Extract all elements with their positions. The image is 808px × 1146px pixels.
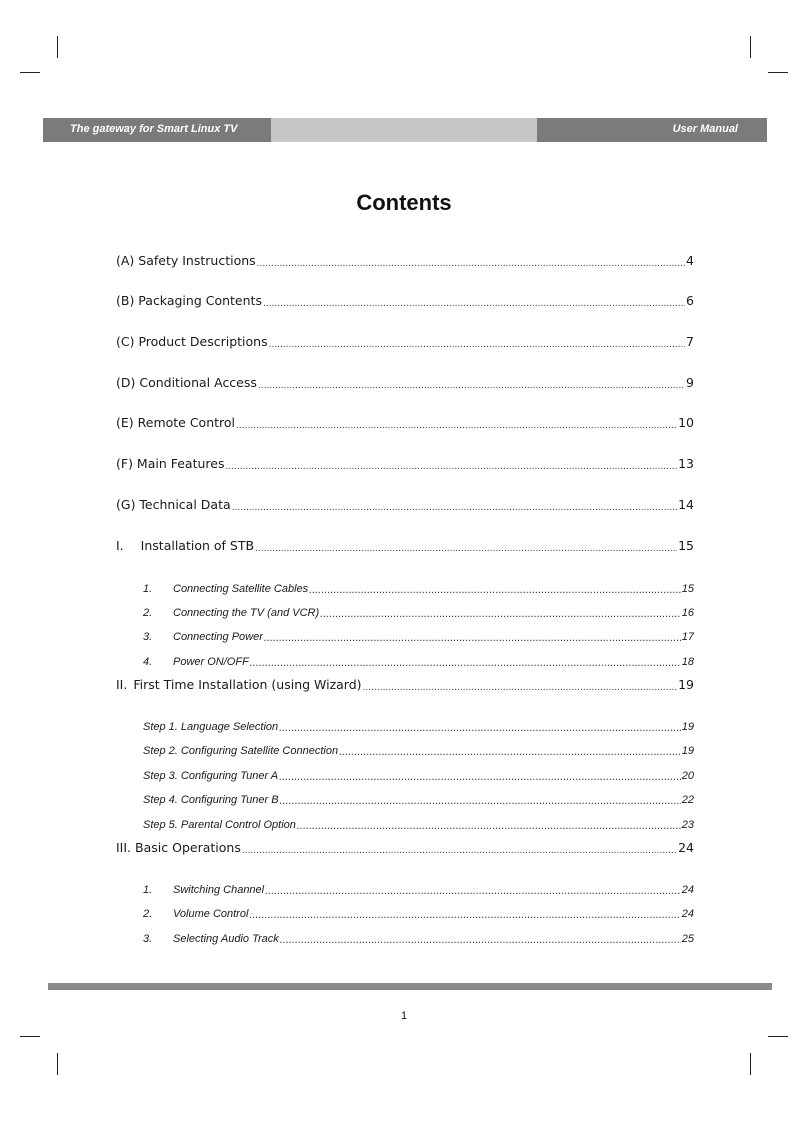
toc-subentry-label: Step 1. Language Selection [143, 721, 279, 733]
toc-leader [236, 416, 677, 429]
toc-subentry-heading [143, 607, 319, 619]
toc-subentry-page: 25 [681, 933, 694, 945]
toc-subentry-page: 20 [681, 770, 694, 782]
toc-leader [297, 820, 681, 831]
crop-mark [20, 1036, 40, 1037]
toc-subentry-number: 1. [143, 884, 153, 896]
header-manual-label: User Manual [672, 123, 738, 135]
crop-mark [57, 1053, 58, 1075]
toc-subentry-page: 17 [681, 631, 694, 643]
toc-entry-number: I. [116, 538, 124, 553]
header-right-segment [537, 118, 767, 142]
toc-entry[interactable] [116, 293, 694, 308]
toc-subentry-label: Step 3. Configuring Tuner A [143, 770, 279, 782]
toc-leader [309, 584, 681, 595]
toc-entry-number: II. [116, 677, 128, 692]
toc-leader [242, 841, 677, 854]
toc-leader [258, 376, 685, 389]
toc-leader [257, 254, 685, 267]
toc-entry-heading [116, 538, 254, 553]
page-number: 1 [400, 1010, 408, 1022]
toc-subentry[interactable] [143, 745, 694, 757]
toc-leader [320, 608, 681, 619]
toc-subentry[interactable] [143, 607, 694, 619]
toc-entry-label: (D) Conditional Access [116, 375, 257, 390]
toc-subentry[interactable] [143, 721, 694, 733]
toc-subentry-page: 19 [681, 721, 694, 733]
toc-leader [232, 498, 677, 511]
toc-entry-label: (E) Remote Control [116, 415, 236, 430]
toc-leader [225, 457, 677, 470]
toc-entry-label: (C) Product Descriptions [116, 334, 268, 349]
toc-entry[interactable] [116, 840, 694, 855]
toc-leader [249, 909, 680, 920]
toc-leader [269, 335, 685, 348]
toc-leader [263, 294, 685, 307]
toc-subentry-number: 4. [143, 656, 153, 668]
toc-subentry-label: Connecting the TV (and VCR) [173, 607, 320, 619]
toc-leader [265, 885, 681, 896]
crop-mark [768, 72, 788, 73]
toc-subentry[interactable] [143, 933, 694, 945]
toc-subentry-label: Step 4. Configuring Tuner B [143, 794, 279, 806]
crop-mark [750, 1053, 751, 1075]
toc-subentry-label: Connecting Power [173, 631, 263, 643]
toc-leader [339, 746, 681, 757]
page-title: Contents [356, 190, 452, 215]
toc-subentry-heading [143, 656, 249, 668]
toc-leader [279, 771, 681, 782]
toc-entry-heading [116, 840, 241, 855]
toc-subentry[interactable] [143, 884, 694, 896]
toc-entry-page: 7 [686, 334, 694, 349]
toc-subentry-page: 24 [681, 884, 694, 896]
toc-subentry-label: Power ON/OFF [173, 656, 249, 668]
toc-entry[interactable] [116, 375, 694, 390]
toc-subentry-heading [143, 583, 308, 595]
toc-entry-page: 4 [686, 253, 694, 268]
toc-subentry-page: 24 [681, 908, 694, 920]
toc-subentry[interactable] [143, 631, 694, 643]
toc-subentry-number: 3. [143, 933, 153, 945]
toc-entry-page: 24 [678, 840, 694, 855]
toc-entry-page: 10 [678, 415, 694, 430]
toc-entry[interactable] [116, 538, 694, 553]
toc-subentry-heading [143, 884, 264, 896]
toc-subentry-page: 22 [681, 794, 694, 806]
toc-entry-heading [116, 677, 362, 692]
toc-entry[interactable] [116, 253, 694, 268]
header-middle-segment [271, 118, 537, 142]
toc-leader [280, 934, 681, 945]
toc-subentry[interactable] [143, 819, 694, 831]
toc-entry-label: (F) Main Features [116, 456, 225, 471]
toc-subentry-page: 19 [681, 745, 694, 757]
toc-entry[interactable] [116, 415, 694, 430]
toc-subentry[interactable] [143, 656, 694, 668]
toc-subentry-label: Volume Control [173, 908, 249, 920]
toc-entry[interactable] [116, 497, 694, 512]
toc-subentry-number: 1. [143, 583, 153, 595]
toc-entry-page: 6 [686, 293, 694, 308]
header-tagline: The gateway for Smart Linux TV [70, 123, 238, 135]
toc-leader [363, 678, 678, 691]
toc-subentry-page: 15 [681, 583, 694, 595]
crop-mark [768, 1036, 788, 1037]
toc-entry-page: 19 [678, 677, 694, 692]
toc-subentry-number: 2. [143, 607, 153, 619]
toc-subentry-heading [143, 908, 248, 920]
toc-leader [280, 795, 681, 806]
toc-entry-page: 15 [678, 538, 694, 553]
toc-leader [255, 539, 677, 552]
toc-entry[interactable] [116, 334, 694, 349]
toc-subentry-page: 18 [681, 656, 694, 668]
toc-leader [279, 722, 681, 733]
toc-subentry-number: 2. [143, 908, 153, 920]
toc-entry[interactable] [116, 456, 694, 471]
toc-entry-label: (G) Technical Data [116, 497, 231, 512]
toc-subentry-label: Step 5. Parental Control Option [143, 819, 296, 831]
toc-subentry[interactable] [143, 583, 694, 595]
toc-entry[interactable] [116, 677, 694, 692]
toc-subentry[interactable] [143, 908, 694, 920]
toc-subentry-page: 23 [681, 819, 694, 831]
toc-entry-number: III. [116, 840, 132, 855]
toc-subentry-number: 3. [143, 631, 153, 643]
crop-mark [57, 36, 58, 58]
toc-subentry-label: Selecting Audio Track [173, 933, 279, 945]
toc-entry-page: 14 [678, 497, 694, 512]
toc-leader [250, 657, 681, 668]
toc-entry-label: First Time Installation (using Wizard) [133, 677, 362, 692]
toc-subentry-page: 16 [681, 607, 694, 619]
crop-mark [20, 72, 40, 73]
toc-subentry-heading [143, 631, 263, 643]
header-bar [43, 118, 767, 142]
toc-subentry-label: Step 2. Configuring Satellite Connection [143, 745, 339, 757]
toc-entry-label: Basic Operations [135, 840, 241, 855]
toc-subentry[interactable] [143, 770, 694, 782]
toc-entry-label: (B) Packaging Contents [116, 293, 262, 308]
footer-rule [48, 983, 772, 990]
toc-subentry-label: Switching Channel [173, 884, 265, 896]
toc-entry-label: (A) Safety Instructions [116, 253, 256, 268]
toc-entry-page: 13 [678, 456, 694, 471]
toc-subentry-label: Connecting Satellite Cables [173, 583, 309, 595]
toc-subentry-heading [143, 933, 279, 945]
toc-entry-label: Installation of STB [140, 538, 255, 553]
crop-mark [750, 36, 751, 58]
toc-leader [264, 632, 681, 643]
header-left-segment [43, 118, 271, 142]
toc-subentry[interactable] [143, 794, 694, 806]
toc-entry-page: 9 [686, 375, 694, 390]
